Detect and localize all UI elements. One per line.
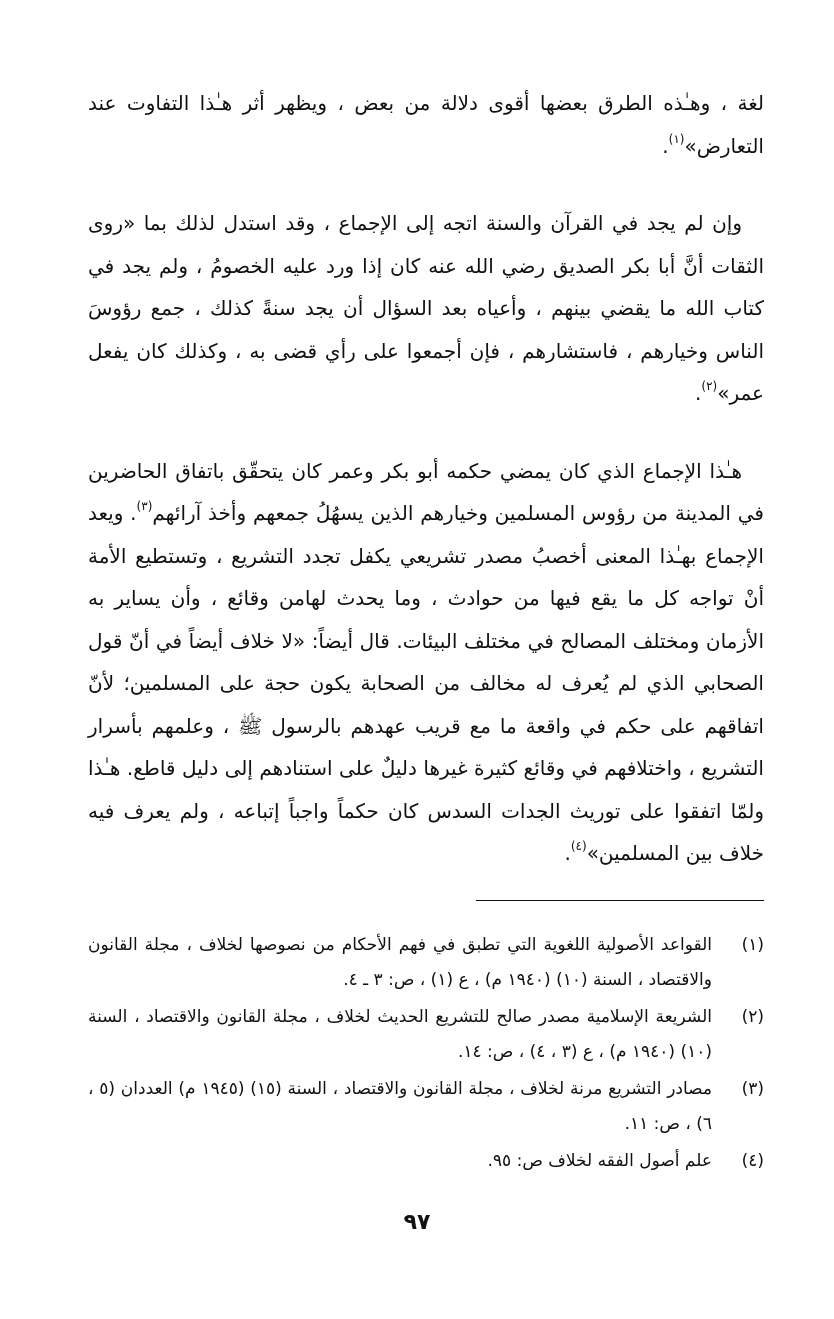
footnote-ref-1: (١) [668, 131, 685, 146]
footnote-text: القواعد الأصولية اللغوية التي تطبق في فهم الأحكام من نصوصها لخلاف ، مجلة القانون والاقتصاد ، السنة (١٠) (١٩٤٠ م) ، ع (١) ، ص: ٣ ـ ٤. [88, 935, 712, 990]
footnote-item [88, 928, 764, 998]
footnote-ref-2: (٢) [701, 379, 718, 394]
paragraph-ijma-discussion [88, 450, 764, 875]
footnote-item [88, 1072, 764, 1142]
main-text [88, 82, 764, 875]
footnote-text: الشريعة الإسلامية مصدر صالح للتشريع الحديث لخلاف ، مجلة القانون والاقتصاد ، السنة (١٠) (١٩٤٠ م) ، ع (٣ ، ٤) ، ص: ١٤. [88, 1007, 712, 1062]
paragraph-ijma-intro [88, 202, 764, 415]
paragraph-1-end: . [662, 133, 669, 158]
footnote-separator [476, 900, 764, 901]
footnotes-list [88, 928, 764, 1181]
footnote-number: (٢) [741, 1007, 764, 1027]
paragraph-3-text-b: . ويعد الإجماع بهـٰذا المعنى أخصبُ مصدر تشريعي يكفل تجدد التشريع ، وتستطيع الأمة أنْ تواجه كل ما يقع فيها من حوادث ، وما يحدث لهامن وقائع ، وأن يساير به الأزمان ومختلف المصالح في مختلف البيئات. قال أيضاً: «لا خلاف أيضاً في أنّ قول الصحابي الذي لم يُعرف له مخالف من الصحابة يكون حجة على المسلمين؛ لأنّ اتفاقهم على حكم في واقعة ما مع قريب عهدهم بالرسول ﷺ ، وعلمهم بأسرار التشريع ، واختلافهم في وقائع كثيرة غيرها دليلٌ على استنادهم إلى دليل قاطع. هـٰذا ولمّا اتفقوا على توريث الجدات السدس كان حكماً واجباً إتباعه ، ولم يعرف فيه خلاف بين المسلمين» [88, 501, 764, 865]
paragraph-continuation [88, 82, 764, 167]
page-number: ٩٧ [403, 1210, 431, 1235]
paragraph-1-text: لغة ، وهـٰذه الطرق بعضها أقوى دلالة من بعض ، ويظهر أثر هـٰذا التفاوت عند التعارض» [88, 91, 764, 158]
footnote-number: (١) [741, 935, 764, 955]
footnote-ref-3: (٣) [136, 499, 153, 514]
footnote-text: علم أصول الفقه لخلاف ص: ٩٥. [487, 1151, 712, 1171]
paragraph-2-end: . [695, 381, 702, 405]
footnote-item [88, 1000, 764, 1070]
footnote-item [88, 1144, 764, 1179]
footnote-text: مصادر التشريع مرنة لخلاف ، مجلة القانون والاقتصاد ، السنة (١٥) (١٩٤٥ م) العددان (٥ ، ٦) ، ص: ١١. [88, 1079, 713, 1134]
footnote-number: (٣) [741, 1079, 764, 1099]
paragraph-2-text: وإن لم يجد في القرآن والسنة اتجه إلى الإجماع ، وقد استدل لذلك بما «روى الثقات أنَّ أبا بكر الصديق رضي الله عنه كان إذا ورد عليه الخصومُ ، ولم يجد في كتاب الله ما يقضي بينهم ، وأعياه بعد السؤال أن يجد سنةً كذلك ، جمع رؤوسَ الناس وخيارهم ، فاستشارهم ، فإن أجمعوا على رأي قضى به ، وكذلك كان يفعل عمر» [88, 211, 764, 405]
paragraph-3-text-a: هـٰذا الإجماع الذي كان يمضي حكمه أبو بكر وعمر كان يتحقّق باتفاق الحاضرين في المدينة من رؤوس المسلمين وخيارهم الذين يسهُلُ جمعهم وأخذ آرائهم [88, 458, 764, 525]
footnote-number: (٤) [741, 1151, 764, 1171]
footnote-ref-4: (٤) [570, 839, 587, 854]
paragraph-3-end: . [564, 841, 571, 865]
